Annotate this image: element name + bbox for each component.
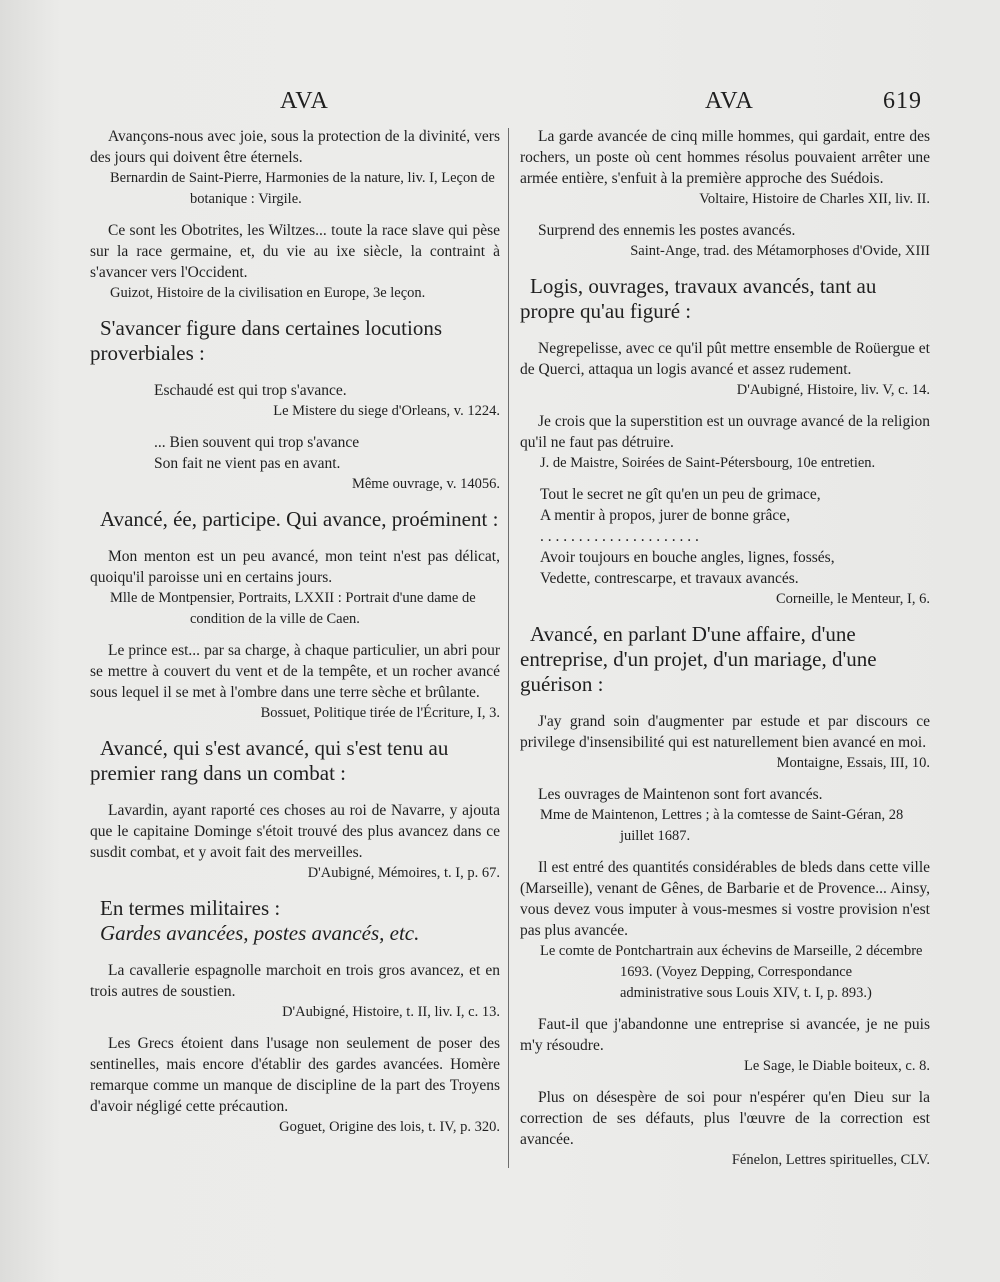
citation: Bossuet, Politique tirée de l'Écriture, I, 3.	[260, 705, 500, 721]
citation: Fénelon, Lettres spirituelles, CLV.	[731, 1152, 930, 1168]
citation: D'Aubigné, Histoire, liv. V, c. 14.	[736, 382, 930, 398]
quote: Il est entré des quantités considérables de bleds dans cette ville (Marseille), venant de Gênes, de Barbarie et de Provence... Ainsy, vous devez vous imputer à vous-mesmes si vostre provision n'est pas plus avancée.	[520, 859, 930, 939]
right-column	[520, 126, 930, 1181]
left-column	[90, 126, 500, 1148]
quote: Je crois que la superstition est un ouvrage avancé de la religion qu'il ne faut pas détruire.	[520, 413, 930, 451]
quote: La garde avancée de cinq mille hommes, qui gardait, entre des rochers, un poste où cent hommes résolus pouvaient arrêter une armée entière, s'enfuit à la première approche des Suédois.	[520, 128, 930, 187]
running-head-right: AVA	[705, 88, 754, 114]
quote: Ce sont les Obotrites, les Wiltzes... toute la race slave qui pèse sur la race germaine, et, du vie au ixe siècle, la contraint à s'avancer vers l'Occident.	[90, 222, 500, 281]
quote: Plus on désespère de soi pour n'espérer qu'en Dieu sur la correction de ses défauts, plus l'œuvre de la correction est avancée.	[520, 1089, 930, 1148]
citation: J. de Maistre, Soirées de Saint-Pétersbourg, 10e entretien.	[540, 455, 876, 471]
citation: Voltaire, Histoire de Charles XII, liv. II.	[699, 191, 930, 207]
verse-line: Vedette, contrescarpe, et travaux avancés.	[540, 570, 799, 587]
quote: J'ay grand soin d'augmenter par estude et par discours ce privilege d'insensibilité qui est naturellement bien avancé en moi.	[520, 713, 930, 751]
quote: La cavallerie espagnolle marchoit en trois gros avancez, et en trois autres de soustien.	[90, 962, 500, 1000]
citation: Corneille, le Menteur, I, 6.	[775, 591, 930, 607]
section-heading: En termes militaires :	[100, 896, 281, 920]
section-subheading: Gardes avancées, postes avancés, etc.	[100, 921, 420, 945]
quote: Avançons-nous avec joie, sous la protection de la divinité, vers des jours qui doivent être éternels.	[90, 128, 500, 166]
citation: Mlle de Montpensier, Portraits, LXXII : Portrait d'une dame de condition de la ville de Caen.	[110, 590, 476, 627]
citation: Bernardin de Saint-Pierre, Harmonies de la nature, liv. I, Leçon de botanique : Virgile.	[110, 170, 495, 207]
citation: D'Aubigné, Histoire, t. II, liv. I, c. 13.	[282, 1004, 500, 1020]
section-heading: S'avancer figure dans certaines locutions proverbiales :	[90, 316, 442, 365]
page-number: 619	[883, 88, 922, 114]
verse-line: Eschaudé est qui trop s'avance.	[154, 382, 347, 399]
citation: Guizot, Histoire de la civilisation en Europe, 3e leçon.	[110, 285, 426, 301]
citation: Montaigne, Essais, III, 10.	[776, 755, 930, 771]
citation: D'Aubigné, Mémoires, t. I, p. 67.	[307, 865, 500, 881]
citation: Mme de Maintenon, Lettres ; à la comtesse de Saint-Géran, 28 juillet 1687.	[540, 807, 904, 844]
verse-line: . . . . . . . . . . . . . . . . . . . . .	[540, 528, 699, 545]
verse-line: A mentir à propos, jurer de bonne grâce,	[540, 507, 791, 524]
citation: Goguet, Origine des lois, t. IV, p. 320.	[279, 1119, 500, 1135]
column-divider	[508, 128, 509, 1168]
section-heading: Logis, ouvrages, travaux avancés, tant au propre qu'au figuré :	[520, 274, 877, 323]
quote: Les ouvrages de Maintenon sont fort avancés.	[538, 786, 823, 803]
quote: Mon menton est un peu avancé, mon teint n'est pas délicat, quoiqu'il paroisse uni en certains jours.	[90, 548, 500, 586]
section-heading: Avancé, qui s'est avancé, qui s'est tenu au premier rang dans un combat :	[90, 736, 449, 785]
quote: Les Grecs étoient dans l'usage non seulement de poser des sentinelles, mais encore d'établir des gardes avancées. Homère remarque comme un manque de discipline de la part des Troyens d'avoir négligé cette précaution.	[90, 1035, 500, 1115]
citation: Même ouvrage, v. 14056.	[351, 476, 500, 492]
section-heading: Avancé, ée, participe. Qui avance, proéminent :	[100, 507, 499, 531]
section-heading: Avancé, en parlant D'une affaire, d'une entreprise, d'un projet, d'un mariage, d'une guérison :	[520, 622, 877, 696]
quote: Negrepelisse, avec ce qu'il pût mettre ensemble de Roüergue et de Querci, attaqua un logis avancé et assez rudement.	[520, 340, 930, 378]
verse-line: ... Bien souvent qui trop s'avance	[154, 434, 360, 451]
verse-line: Avoir toujours en bouche angles, lignes, fossés,	[540, 549, 835, 566]
quote: Surprend des ennemis les postes avancés.	[538, 222, 796, 239]
citation: Le comte de Pontchartrain aux échevins de Marseille, 2 décembre 1693. (Voyez Depping, Correspondance administrative sous Louis XIV, t. I, p. 893.)	[540, 943, 923, 1001]
quote: Lavardin, ayant raporté ces choses au roi de Navarre, y ajouta que le capitaine Dominge s'étoit trouvé des plus avancez dans ce susdit combat, et y avoit fait des merveilles.	[90, 802, 500, 861]
quote: Le prince est... par sa charge, à chaque particulier, un abri pour se mettre à couvert du vent et de la tempête, et un rocher avancé sous lequel il se met à l'ombre dans une terre sèche et brûlante.	[90, 642, 500, 701]
verse-line: Tout le secret ne gît qu'en un peu de grimace,	[540, 486, 821, 503]
citation: Saint-Ange, trad. des Métamorphoses d'Ovide, XIII	[630, 243, 930, 259]
quote: Faut-il que j'abandonne une entreprise si avancée, je ne puis m'y résoudre.	[520, 1016, 930, 1054]
citation: Le Mistere du siege d'Orleans, v. 1224.	[273, 403, 500, 419]
verse-line: Son fait ne vient pas en avant.	[154, 455, 341, 472]
citation: Le Sage, le Diable boiteux, c. 8.	[743, 1058, 930, 1074]
running-head-left: AVA	[280, 88, 329, 114]
